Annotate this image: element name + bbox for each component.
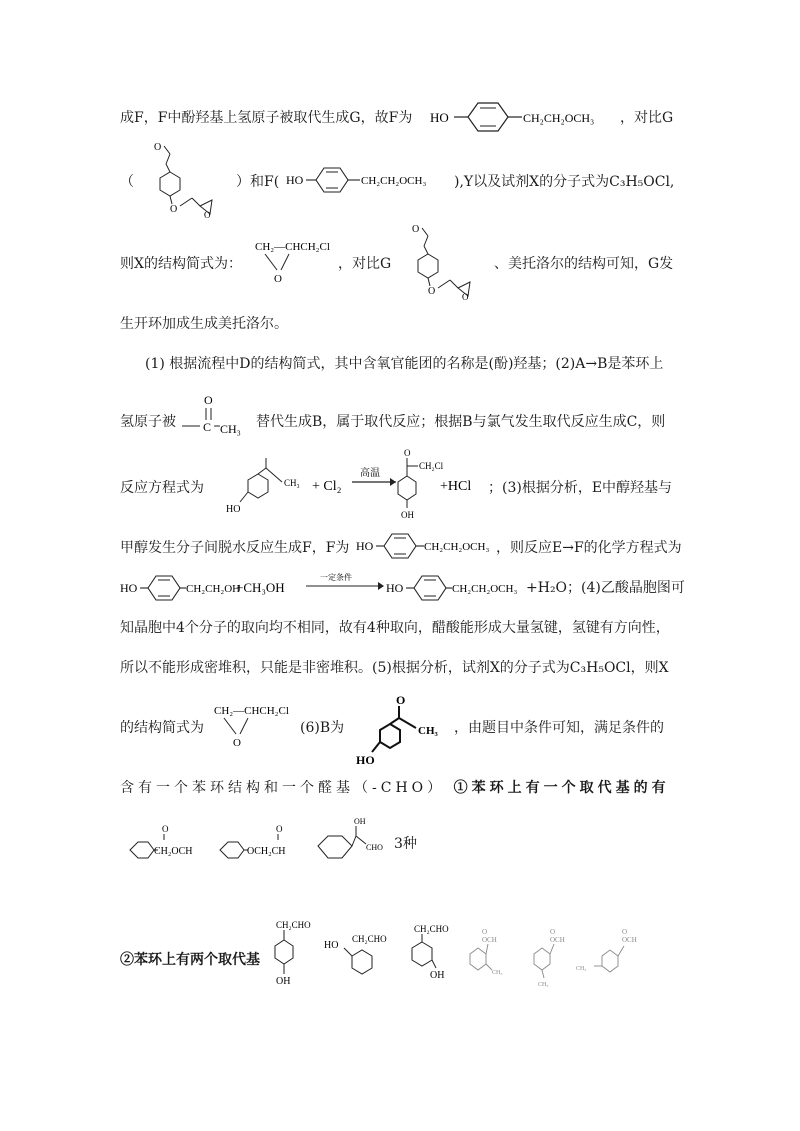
text: (1) 根据流程中D的结构简式，其中含氧官能团的名称是(酚)羟基；(2)A→B是苯环上 — [145, 356, 664, 372]
label-o: O — [170, 204, 178, 215]
benzene-ring — [130, 842, 154, 858]
label-chain: CH₂CH₂OCH₃ — [452, 583, 518, 595]
label-epoxide-chain: CH₂—CHCH₂Cl — [255, 241, 330, 253]
label-ch3: CH₃ — [220, 422, 241, 436]
text: 成F，F中酚羟基上氢原子被取代生成G，故F为 — [120, 110, 413, 126]
text: （ — [120, 174, 134, 190]
text-line-5 — [145, 354, 663, 374]
label-ch3: CH₃ — [284, 478, 300, 488]
label-ch2cho: CH₂CHO — [352, 934, 387, 944]
benzene-ring — [380, 724, 400, 748]
text: ),Y以及试剂X的分子式为C₃H₅OCl, — [454, 174, 675, 190]
benzene-ring — [468, 103, 508, 131]
label-ch3: CH₃ — [538, 982, 549, 988]
text-line-12 — [120, 718, 204, 738]
text: ，对比G — [620, 110, 674, 126]
label-c: C — [203, 420, 212, 434]
label-cho: CHO — [366, 843, 383, 852]
structure-x-2 — [212, 700, 302, 750]
benzene-ring — [220, 842, 244, 858]
text-line-13 — [120, 778, 670, 798]
text: 、美托洛尔的结构可知，G发 — [494, 256, 674, 272]
text-line-12b — [300, 718, 344, 738]
label-chain: CH₂CH₂OCH₃ — [361, 175, 427, 187]
isomer-meta-ch3 — [520, 926, 580, 988]
label-oh: OH — [276, 976, 291, 987]
label-ch2cho: CH₂CHO — [276, 920, 311, 930]
label-o: O — [154, 142, 162, 153]
label-o: O — [428, 286, 436, 297]
text-line-7b — [488, 478, 672, 498]
structure-f-3 — [356, 528, 496, 564]
label-o: O — [276, 824, 283, 834]
label-ho: HO — [356, 753, 375, 767]
label-o: O — [550, 928, 556, 936]
label-o: O — [274, 273, 282, 285]
label-o: O — [482, 928, 488, 936]
benzene-ring — [602, 950, 618, 972]
label-o: O — [204, 210, 211, 220]
benzene-ring — [160, 172, 180, 196]
isomer-para-ch3 — [576, 926, 656, 988]
label-epoxide-chain: CH₂—CHCH₂Cl — [214, 705, 289, 717]
label-o: O — [404, 448, 411, 458]
label-ch3: CH₃ — [576, 966, 587, 972]
structure-b-2 — [354, 690, 454, 770]
benzene-ring — [398, 476, 416, 500]
structure-acetyl — [180, 390, 250, 440]
label-o: O — [462, 292, 469, 302]
structure-f-4 — [386, 570, 526, 606]
text-line-1b — [620, 108, 673, 128]
text: 甲醇发生分子间脱水反应生成F，F为 — [120, 540, 350, 556]
isomer-ortho-ch2cho — [324, 928, 404, 984]
label-ch2cho: CH₂CHO — [414, 924, 449, 934]
structure-f — [430, 98, 630, 138]
text-line-9 — [526, 578, 685, 598]
structure-b — [222, 452, 312, 518]
benzene-ring — [318, 836, 352, 858]
text: 的结构简式为 — [120, 720, 204, 736]
label-chain: CH₂CH₂OCH₃ — [523, 111, 595, 125]
reagent-ch3oh — [236, 572, 306, 602]
text-line-12c — [454, 718, 664, 738]
label-condition: 一定条件 — [320, 573, 352, 582]
label-chain: CH₂CH₂OCH₃ — [424, 541, 490, 553]
text-line-11 — [120, 658, 669, 678]
text: 知晶胞中4个分子的取向均不相同，故有4种取向，醋酸能形成大量氢键，氢键有方向性， — [120, 620, 670, 636]
benzene-ring — [470, 948, 486, 970]
text-line-8b — [496, 538, 682, 558]
text-line-10 — [120, 618, 670, 638]
text: 氢原子被 — [120, 414, 176, 430]
label-ho: HO — [286, 173, 304, 187]
text-line-6 — [120, 412, 176, 432]
text: ；(3)根据分析，E中醇羟基与 — [488, 480, 673, 496]
benzene-ring — [275, 940, 293, 964]
text: 生开环加成生成美托洛尔。 — [120, 316, 288, 332]
label-chain: CH₂CH₂OH — [186, 583, 241, 595]
benzene-ring — [248, 474, 268, 498]
label-hcl: +HCl — [440, 479, 472, 494]
product-hcl — [440, 470, 490, 500]
text-line-14 — [394, 834, 417, 854]
label-ho: HO — [226, 504, 241, 515]
label-o: O — [162, 824, 169, 834]
text: 则X的结构简式为： — [120, 256, 242, 272]
text-line-8 — [120, 538, 349, 558]
structure-x — [253, 236, 343, 286]
text-line-2 — [120, 172, 134, 192]
isomer-1 — [120, 820, 210, 870]
text-line-2c — [454, 172, 674, 192]
label-o: O — [233, 737, 241, 749]
label-ho: HO — [430, 110, 449, 125]
label-oh: OH — [401, 510, 414, 520]
benzene-ring — [352, 950, 372, 974]
text-bold: ①苯环上有一个取代基的有 — [453, 780, 670, 796]
text: ，对比G — [338, 256, 392, 272]
label-ho: HO — [386, 581, 404, 595]
structure-g-2 — [400, 222, 500, 302]
text: 替代生成B，属于取代反应；根据B与氯气发生取代反应生成C，则 — [256, 414, 666, 430]
label-och: OCH — [482, 936, 497, 944]
text-line-4 — [120, 314, 288, 334]
text: 含有一个苯环结构和一个醛基（-CHO） — [120, 780, 446, 796]
text-line-15 — [120, 950, 260, 970]
benzene-ring — [412, 942, 432, 966]
text: ②苯环上有两个取代基 — [120, 952, 260, 968]
label-ho: HO — [356, 539, 374, 553]
label-o: O — [412, 224, 420, 235]
text: 所以不能形成密堆积，只能是非密堆积。(5)根据分析，试剂X的分子式为C₃H₅OCl，则X — [120, 660, 669, 676]
text: 3种 — [394, 836, 417, 852]
text: ，则反应E→F的化学方程式为 — [496, 540, 682, 556]
label-o: O — [622, 928, 628, 936]
text-line-3 — [120, 254, 242, 274]
isomer-para-ch2cho — [262, 916, 322, 996]
label-och: OCH — [550, 936, 565, 944]
label-ho: HO — [120, 581, 138, 595]
label-oh: OH — [354, 817, 366, 826]
structure-e — [120, 570, 250, 606]
label-condition: 高温 — [360, 468, 380, 479]
label-ch3: CH₃ — [492, 970, 503, 976]
label-chain: OCH₂CH — [247, 846, 286, 857]
text: 反应方程式为 — [120, 480, 204, 496]
text-line-2b — [236, 172, 279, 192]
benzene-ring — [534, 948, 550, 970]
text: ，由题目中条件可知，满足条件的 — [454, 720, 664, 736]
text: (6)B为 — [300, 720, 345, 736]
structure-g — [140, 140, 250, 220]
label-o: O — [204, 393, 213, 407]
label-ch2cl: CH₂Cl — [419, 461, 444, 471]
label-oh: OH — [430, 970, 445, 981]
text-line-1 — [120, 108, 412, 128]
label-ho: HO — [324, 940, 339, 951]
isomer-3 — [310, 814, 390, 870]
label-cl2: + Cl₂ — [312, 479, 342, 494]
label-chain: CH₂OCH — [154, 846, 193, 857]
benzene-ring — [418, 254, 438, 278]
text-line-6b — [256, 412, 665, 432]
text-line-3c — [494, 254, 673, 274]
isomer-2 — [214, 820, 304, 870]
label-och: OCH — [622, 936, 637, 944]
label-ch3oh: +CH₃OH — [236, 580, 285, 595]
arrow-condition — [306, 572, 386, 598]
text: +H₂O；(4)乙酸晶胞图可 — [526, 580, 685, 596]
text-line-3b — [338, 254, 391, 274]
text-line-7 — [120, 478, 204, 498]
label-o: O — [396, 693, 406, 707]
isomer-ortho-ch3 — [456, 926, 516, 988]
label-ch3: CH₃ — [418, 725, 438, 737]
structure-f-2 — [286, 162, 461, 200]
text: ）和F( — [236, 174, 280, 190]
